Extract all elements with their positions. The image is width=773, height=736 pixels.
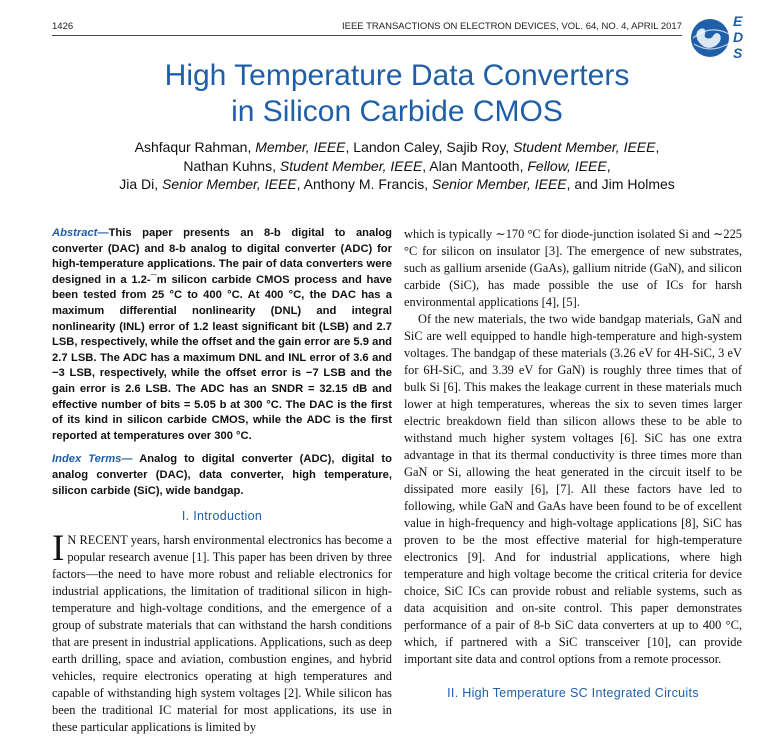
svg-text:D: D: [733, 29, 743, 45]
svg-text:S: S: [733, 45, 743, 61]
author-line-1: Ashfaqur Rahman, Member, IEEE, Landon Caley, Sajib Roy, Student Member, IEEE,: [134, 139, 660, 155]
index-terms-label: Index Terms—: [52, 453, 133, 466]
abstract-text: This paper presents an 8-b digital to analog converter (DAC) and 8-b analog to digital converter (ADC) for high-temperature applications. The pair of data converters were designed in a 1.2-¯m silicon carbide CMOS process and have been tested from 25 °C to 400 °C. At 400 °C, the DAC has a maximum differential nonlinearity (DNL) and integral nonlinearity (INL) error of 1.2 least significant bit (LSB) and 2.7 LSB, respectively, while the offset and the gain error are 5.9 and 2.7 LSB. The ADC has a maximum DNL and INL error of 3.6 and −3 LSB, respectively, while the offset error is −7 LSB and the gain error is 2.6 LSB. The ADC has an SNDR = 32.15 dB and effective number of bits = 5.05 b at 300 °C. The DAC is the first of its kind in silicon carbide CMOS, while the ADC is the first reported at temperatures over 300 °C.: [52, 227, 392, 442]
intro-text: N RECENT years, harsh environmental electronics has become a popular research avenue [1]. This paper has been driven by three factors—the need to have more robust and reliable electronics for industrial applications, the limitation of traditional silicon in high-temperature and high-voltage conditions, and the emergence of a group of substrate materials that can withstand the harsh conditions that are present in industrial applications. Applications, such as deep earth drilling, space and aviation, combustion engines, and hybrid vehicles, require electronics operating at high temperatures and capable of withstanding high system voltages [2]. While silicon has been the traditional IC material for most applications, its use in these particular applications is limited by: [52, 533, 392, 735]
intro-paragraph: [52, 528, 392, 736]
right-paragraph-2: Of the new materials, the two wide bandgap materials, GaN and SiC are well equipped to handle high-temperature and high-system voltages. The bandgap of these materials (3.26 eV for 4H-SiC, 3 eV for 6H-SiC, and 3.39 eV for GaN) is roughly three times that of bulk Si [6]. This makes the leakage current in these materials much lower at high temperatures, whereas the six to seven times larger electric breakdown field than silicon allows these to be able to withstand much higher system voltages [6]. SiC has one extra advantage in that its thermal conductivity is three times more than GaN or Si, allowing the heat generated in the circuit itself to be dissipated more easily [6], [7]. All these factors have led to following, while GaN and GaAs have been found to be of excellent value in high-frequency and high-voltage applications [8], SiC has proven to be the most effective material for high-temperature electronics [9]. And for industrial applications, where high temperature and high voltage become the critical criteria for device choice, SiC ICs can provide robust and reliable systems, such as data acquisition and on-site control. This paper demonstrates performance of a pair of 8-b SiC data converters at up to 400 °C, which, if partnered with a SiC transceiver [10], can provide important site data and control options from a remote processor.: [404, 312, 742, 666]
title-line-2: in Silicon Carbide CMOS: [231, 95, 563, 128]
abstract-label: Abstract—: [52, 227, 109, 239]
title-line-1: High Temperature Data Converters: [164, 59, 630, 92]
index-terms: [52, 452, 392, 499]
header-rule: [52, 35, 682, 36]
journal-running-header: IEEE TRANSACTIONS ON ELECTRON DEVICES, VOL. 64, NO. 4, APRIL 2017: [341, 21, 682, 32]
section-heading-2: II. High Temperature SC Integrated Circuits: [447, 686, 699, 700]
index-terms-text: Analog to digital converter (ADC), digital to analog converter (DAC), data converter, high temperature, silicon carbide (SiC), wide bandgap.: [52, 453, 392, 497]
paper-title: [52, 58, 742, 130]
page-number: 1426: [52, 21, 74, 32]
author-line-2: Nathan Kuhns, Student Member, IEEE, Alan Mantooth, Fellow, IEEE,: [183, 157, 611, 174]
left-column: [52, 226, 392, 736]
right-paragraph-1: which is typically ∼170 °C for diode-junction isolated Si and ∼225 °C for silicon on insulator [3]. The emergence of new substrates, such as gallium arsenide (GaAs), gallium nitride (GaN), and silicon carbide (SiC), has made possible the use of ICs for harsh environmental applications [4], [5].: [404, 227, 742, 309]
right-column: [404, 226, 742, 668]
author-line-3: Jia Di, Senior Member, IEEE, Anthony M. Francis, Senior Member, IEEE, and Jim Holmes: [119, 176, 675, 192]
abstract: [52, 226, 392, 444]
eds-globe-logo: [683, 6, 743, 66]
drop-cap: I: [52, 528, 65, 570]
author-list: [52, 138, 742, 194]
svg-text:E: E: [733, 13, 743, 29]
section-heading-introduction: I. Introduction: [181, 509, 263, 524]
